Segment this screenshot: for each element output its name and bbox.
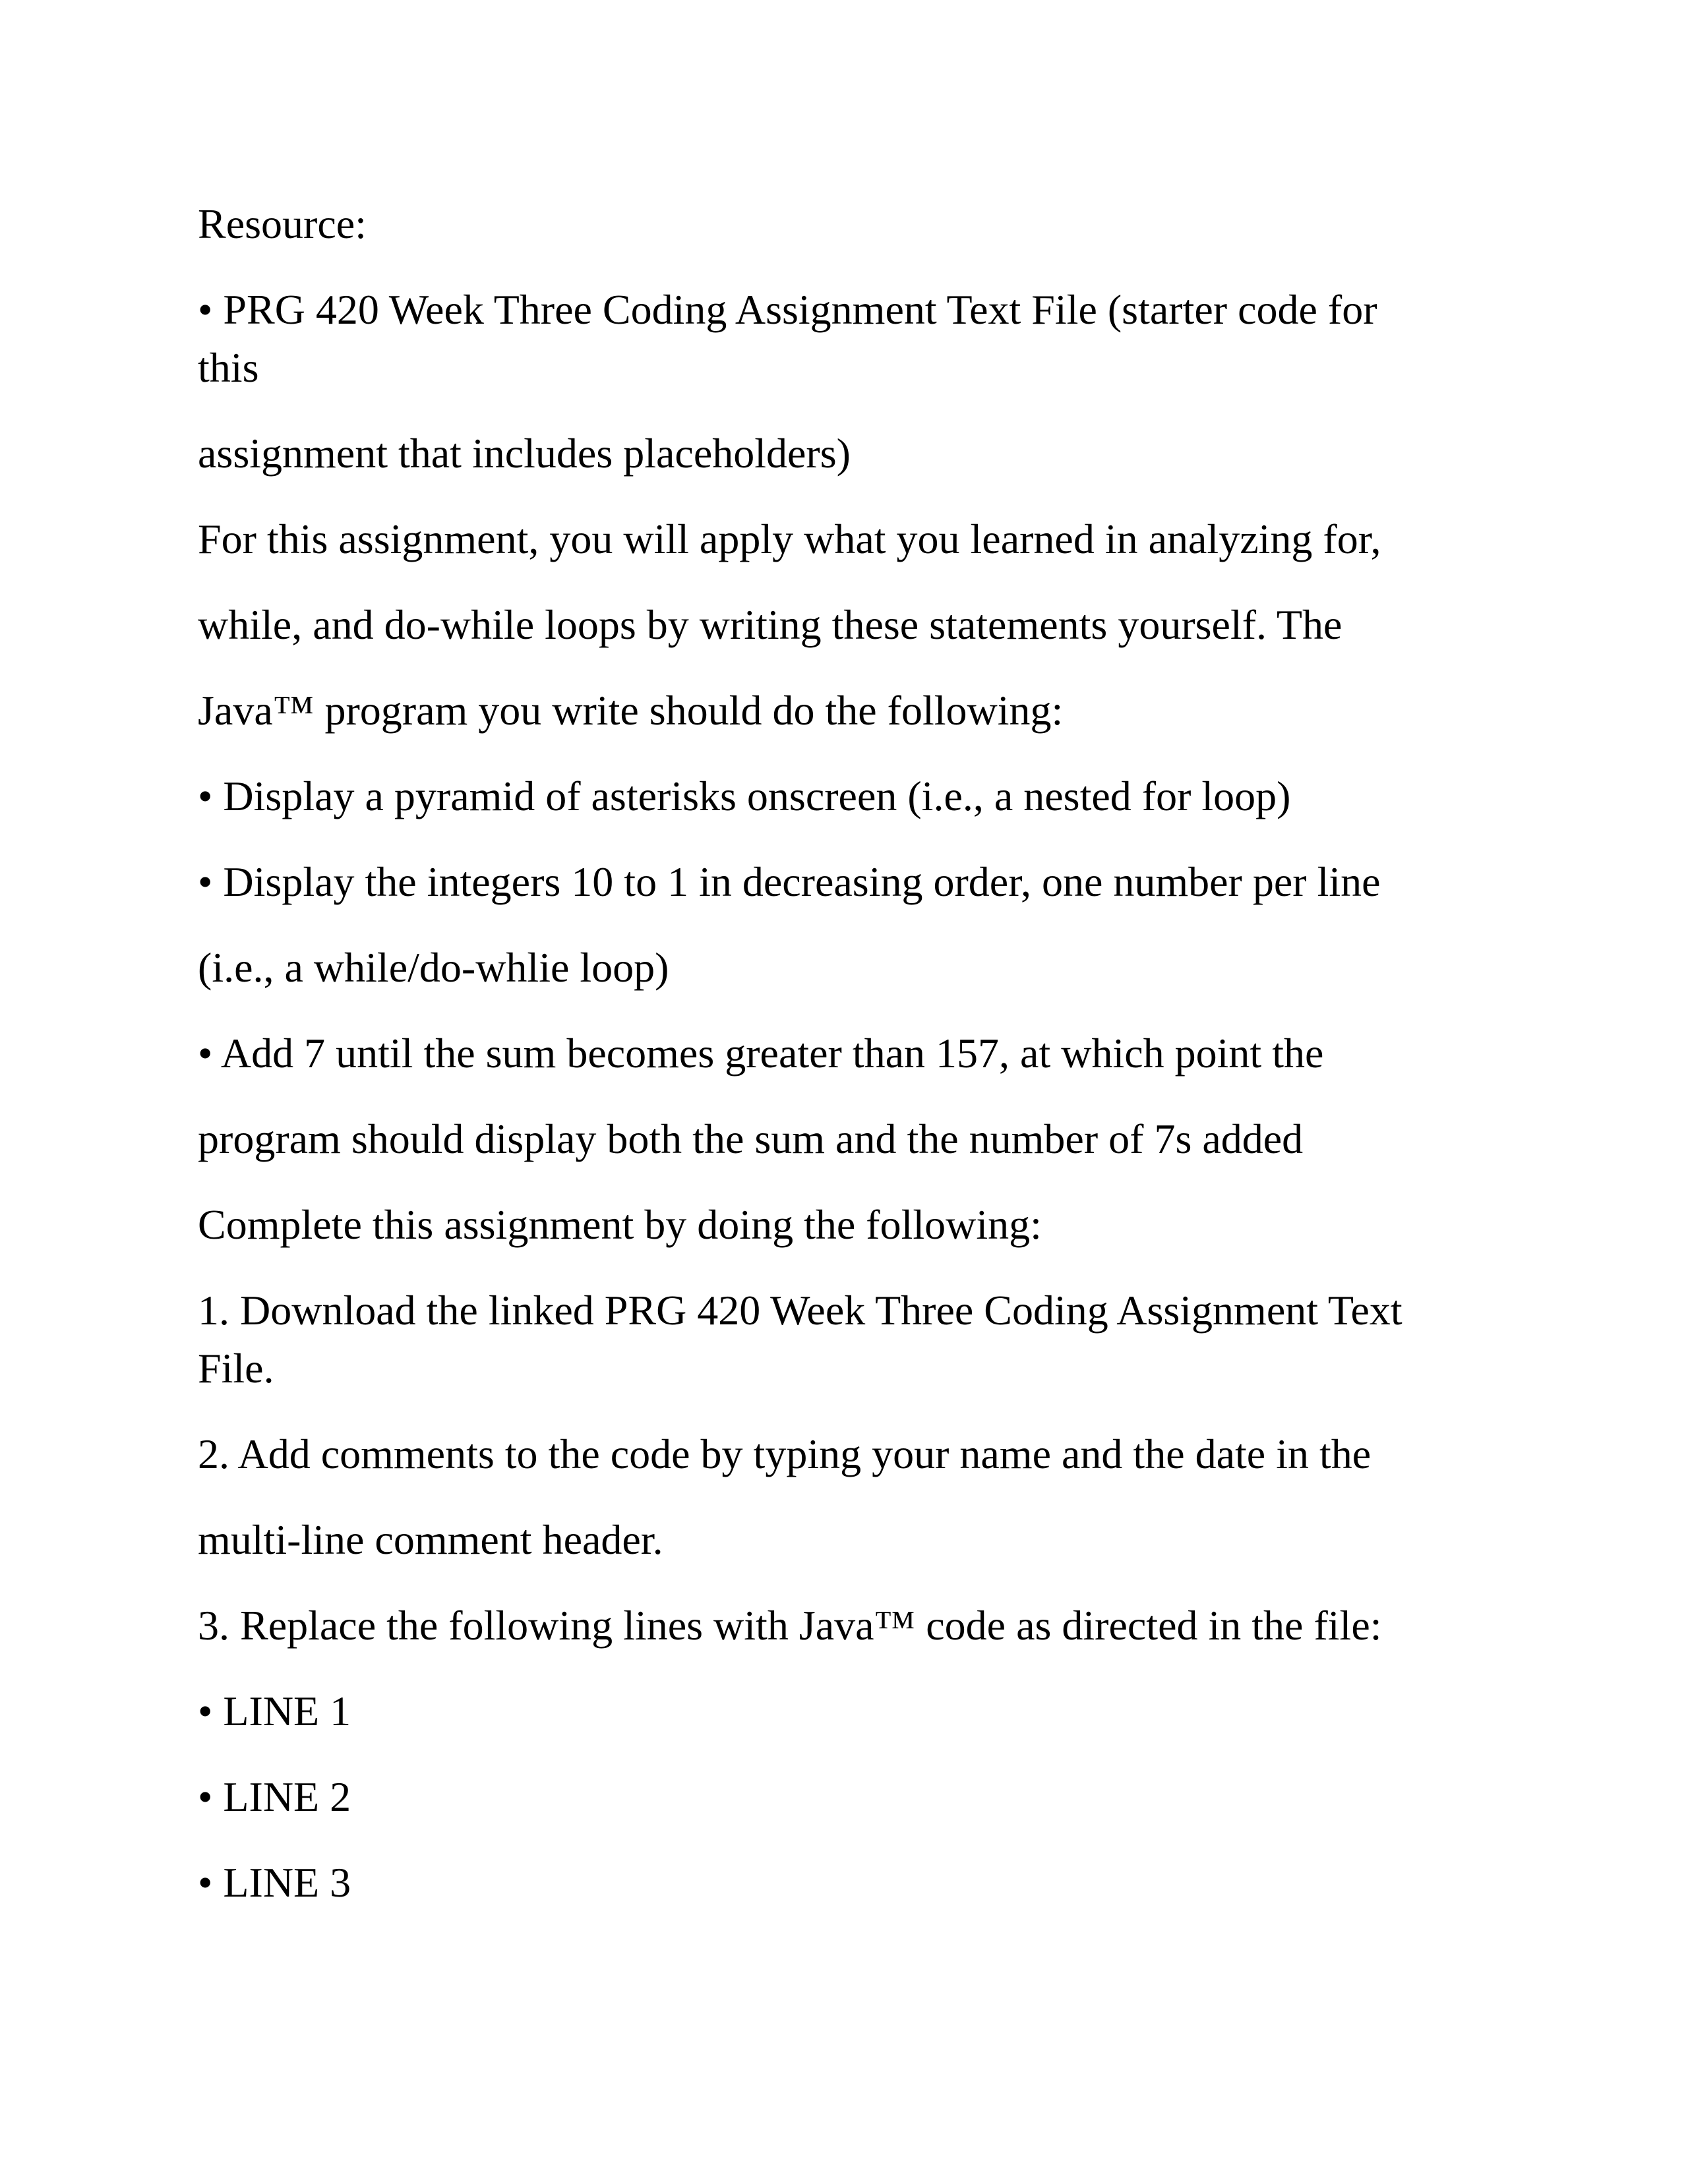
requirement-item: • Display a pyramid of asterisks onscreen (i.e., a nested for loop) [198,773,1291,819]
step-item: 3. Replace the following lines with Java™ code as directed in the file: [198,1602,1382,1649]
step-item: File. [198,1345,274,1392]
line-item: • LINE 3 [198,1859,351,1906]
steps-heading: Complete this assignment by doing the following: [198,1201,1042,1248]
requirement-item: program should display both the sum and the number of 7s added [198,1115,1304,1162]
resource-item-line: assignment that includes placeholders) [198,430,851,477]
requirement-item: (i.e., a while/do-whlie loop) [198,944,669,991]
intro-paragraph-line: For this assignment, you will apply what you learned in analyzing for, [198,516,1381,562]
step-item: 2. Add comments to the code by typing your name and the date in the [198,1431,1372,1477]
requirement-item: • Add 7 until the sum becomes greater than 157, at which point the [198,1030,1324,1077]
line-item: • LINE 2 [198,1773,351,1820]
resource-item-line: • PRG 420 Week Three Coding Assignment Text File (starter code for [198,286,1377,333]
intro-paragraph-line: Java™ program you write should do the following: [198,687,1064,734]
resource-item-line: this [198,344,259,391]
resource-heading: Resource: [198,200,367,247]
intro-paragraph-line: while, and do-while loops by writing these statements yourself. The [198,601,1342,648]
step-item: 1. Download the linked PRG 420 Week Three Coding Assignment Text [198,1287,1402,1334]
requirement-item: • Display the integers 10 to 1 in decreasing order, one number per line [198,858,1381,905]
step-item: multi-line comment header. [198,1516,663,1563]
line-item: • LINE 1 [198,1688,351,1734]
